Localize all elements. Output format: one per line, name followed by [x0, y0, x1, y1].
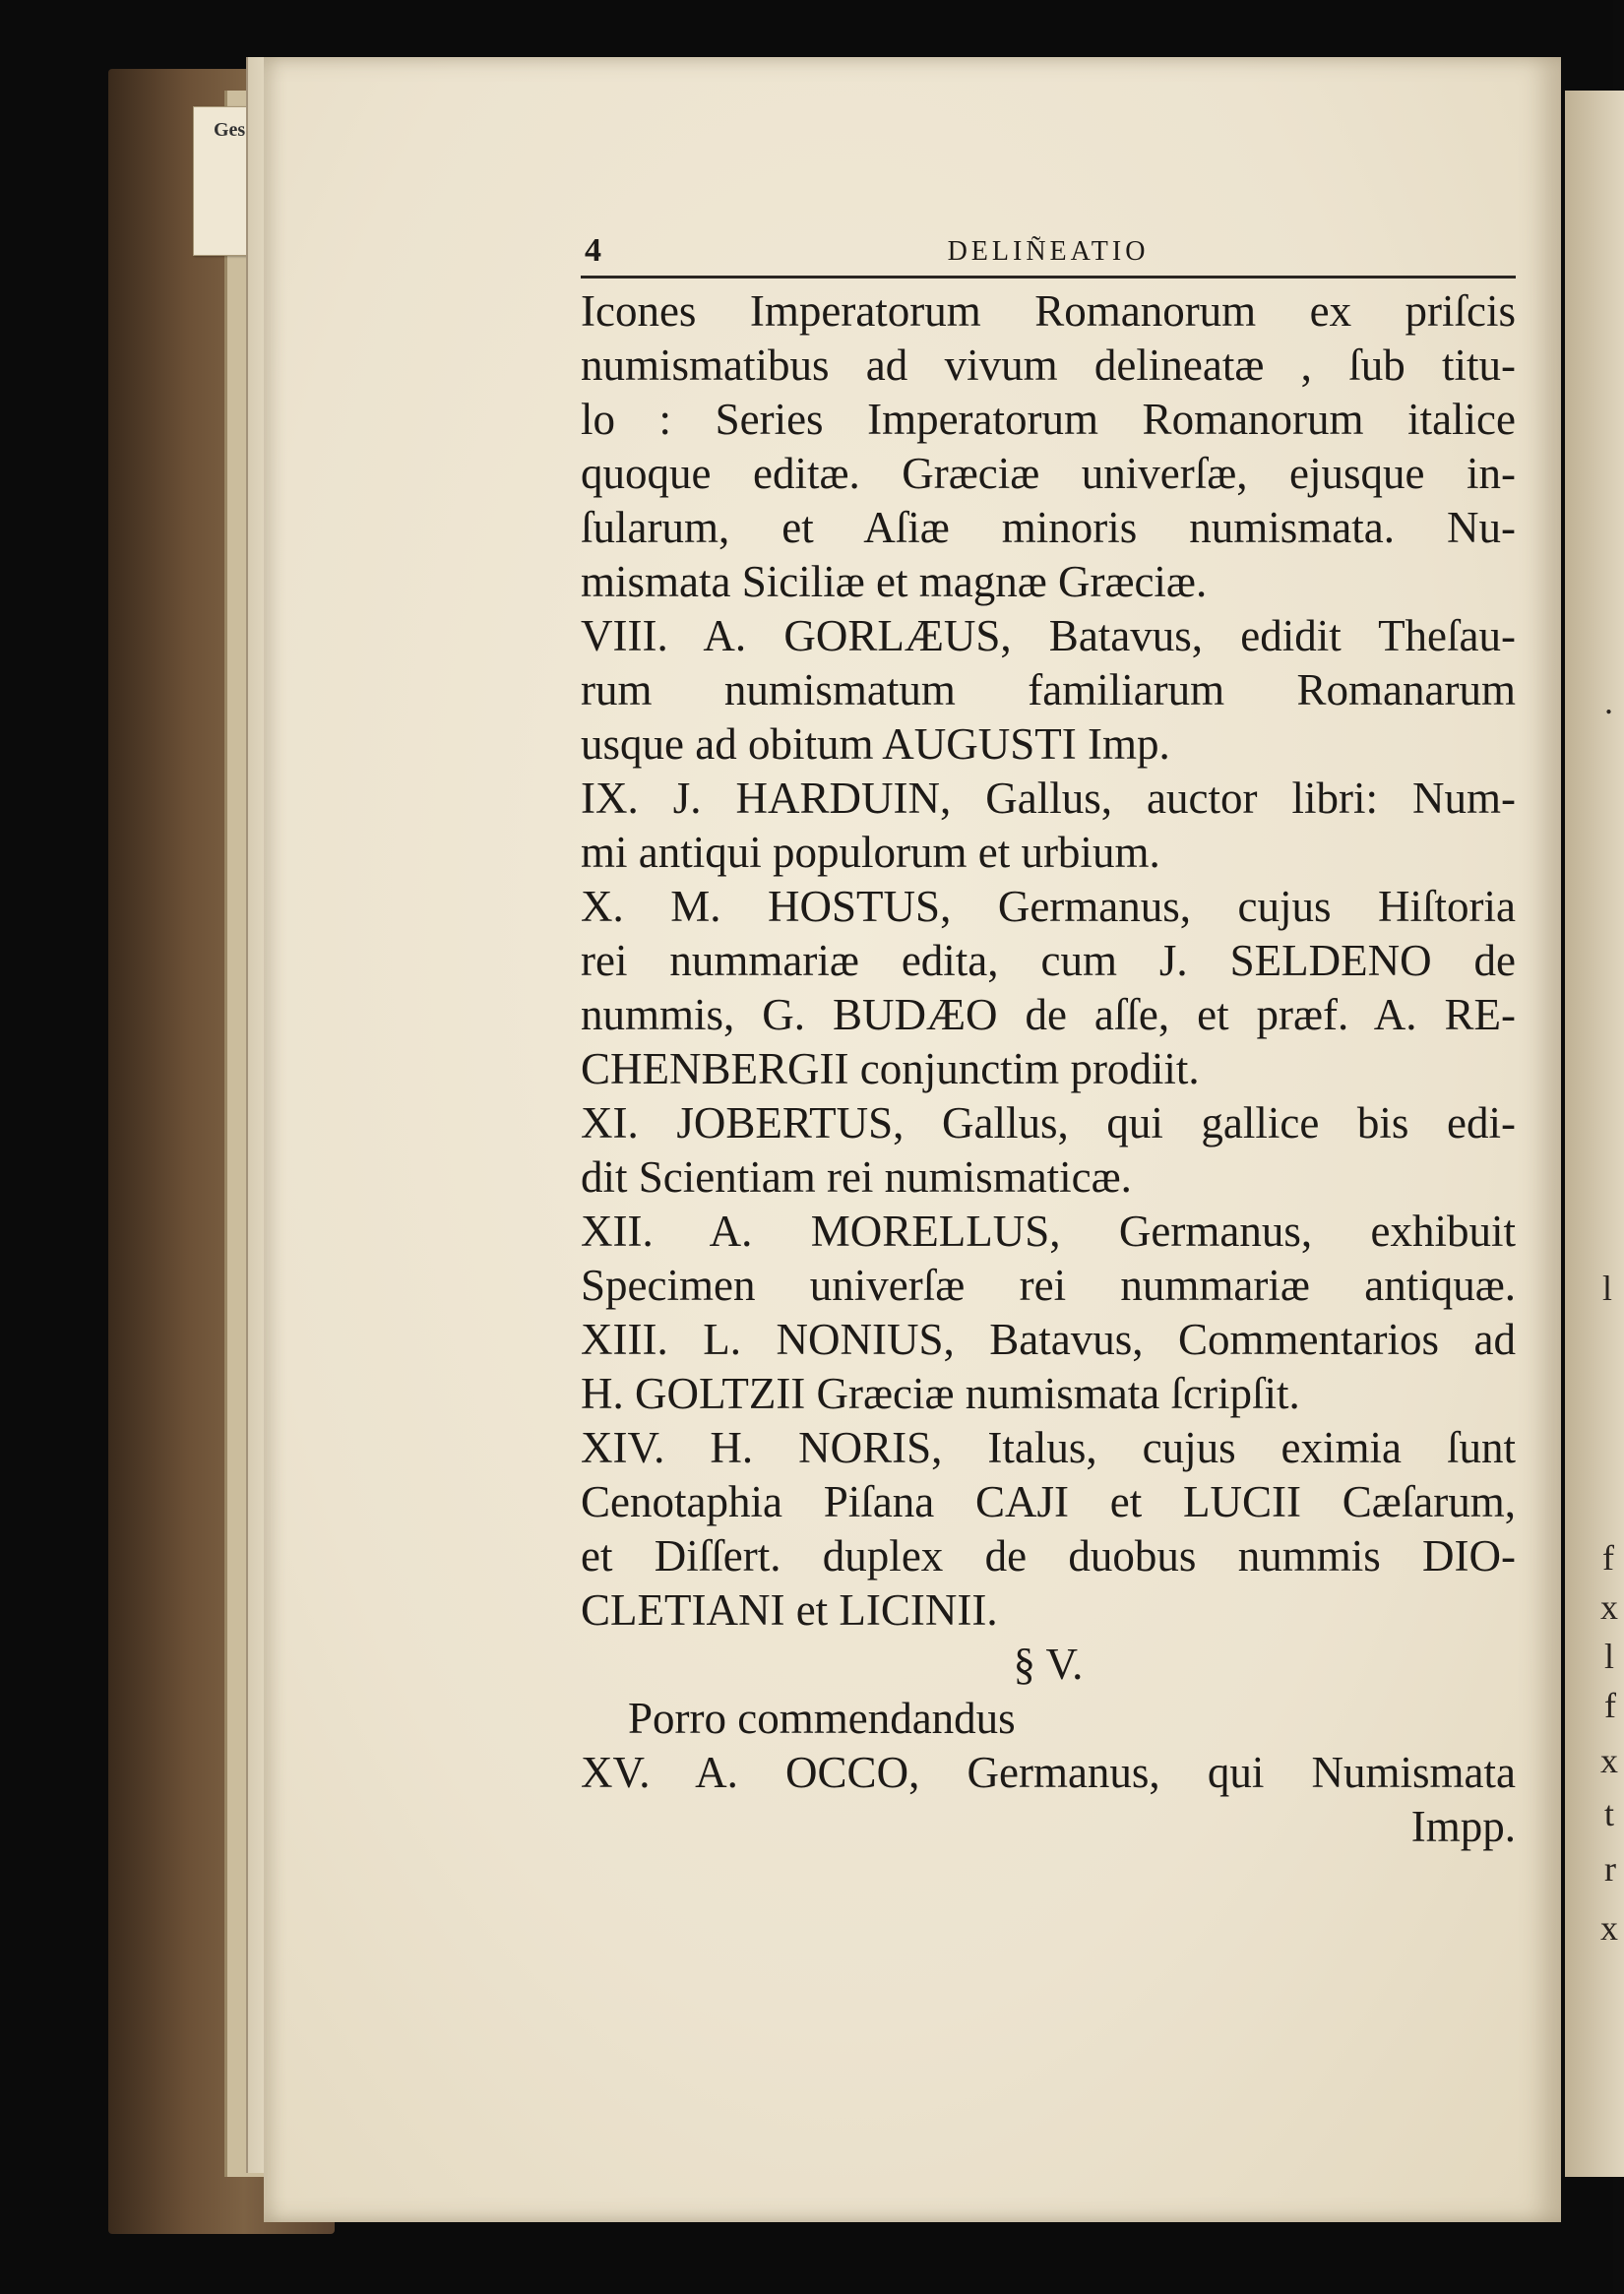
facing-page-char: l: [1604, 1637, 1615, 1676]
text-line: rei nummariæ edita, cum J. SELDENO de: [581, 936, 1516, 985]
text-line: rum numismatum familiarum Romanarum: [581, 665, 1516, 714]
text-line: XV. A. OCCO, Germanus, qui Numismata: [581, 1748, 1516, 1797]
label-slip-text: Ges: [214, 119, 246, 141]
text-line: ſularum, et Aſiæ minoris numismata. Nu-: [581, 503, 1516, 552]
text-line: Cenotaphia Piſana CAJI et LUCII Cæſarum,: [581, 1477, 1516, 1526]
facing-page-char: x: [1600, 1587, 1618, 1627]
facing-page-char: f: [1602, 1538, 1614, 1578]
text-line: IX. J. HARDUIN, Gallus, auctor libri: Num-: [581, 774, 1516, 823]
text-line: dit Scientiam rei numismaticæ.: [581, 1152, 1132, 1202]
text-line: H. GOLTZII Græciæ numismata ſcripſit.: [581, 1369, 1300, 1418]
text-line: usque ad obitum AUGUSTI Imp.: [581, 719, 1170, 769]
text-line: XIII. L. NONIUS, Batavus, Commentarios ad: [581, 1315, 1516, 1364]
text-line: nummis, G. BUDÆO de aſſe, et præf. A. RE-: [581, 990, 1516, 1039]
text-line: CLETIANI et LICINII.: [581, 1585, 998, 1635]
text-line: X. M. HOSTUS, Germanus, cujus Hiſtoria: [581, 882, 1516, 931]
catchword-line: Impp.: [1410, 1802, 1516, 1851]
page-header: [581, 228, 1516, 279]
facing-page-char: x: [1600, 1908, 1618, 1948]
facing-page-char: x: [1600, 1741, 1618, 1780]
text-line: Specimen univerſæ rei nummariæ antiquæ.: [581, 1261, 1516, 1310]
facing-page-char: r: [1604, 1849, 1616, 1889]
running-head: DELIÑEATIO: [947, 236, 1150, 267]
text-line: Icones Imperatorum Romanorum ex priſcis: [581, 286, 1516, 336]
text-line: XIV. H. NORIS, Italus, cujus eximia ſunt: [581, 1423, 1516, 1472]
text-line: et Diſſert. duplex de duobus nummis DIO-: [581, 1531, 1516, 1581]
text-line: quoque editæ. Græciæ univerſæ, ejusque in-: [581, 449, 1516, 498]
facing-page-edge: [1565, 91, 1624, 2177]
section-heading: § V.: [1013, 1640, 1084, 1689]
text-line: numismatibus ad vivum delineatæ , ſub titu-: [581, 341, 1516, 390]
facing-page-char: t: [1604, 1794, 1615, 1833]
facing-page-char: .: [1604, 682, 1613, 721]
text-line: lo : Series Imperatorum Romanorum italice: [581, 395, 1516, 444]
text-line: mi antiqui populorum et urbium.: [581, 828, 1160, 877]
text-line: XI. JOBERTUS, Gallus, qui gallice bis edi-: [581, 1098, 1516, 1147]
text-line: XII. A. MORELLUS, Germanus, exhibuit: [581, 1207, 1516, 1256]
facing-page-char: l: [1602, 1269, 1613, 1308]
facing-page-char: f: [1604, 1686, 1616, 1725]
text-line: CHENBERGII conjunctim prodiit.: [581, 1044, 1200, 1093]
text-line: Porro commendandus: [628, 1694, 1016, 1743]
page-text-block: [581, 228, 1516, 1854]
text-line: VIII. A. GORLÆUS, Batavus, edidit Theſau-: [581, 611, 1516, 660]
text-line: mismata Siciliæ et magnæ Græciæ.: [581, 557, 1208, 606]
page-number: 4: [585, 232, 601, 269]
